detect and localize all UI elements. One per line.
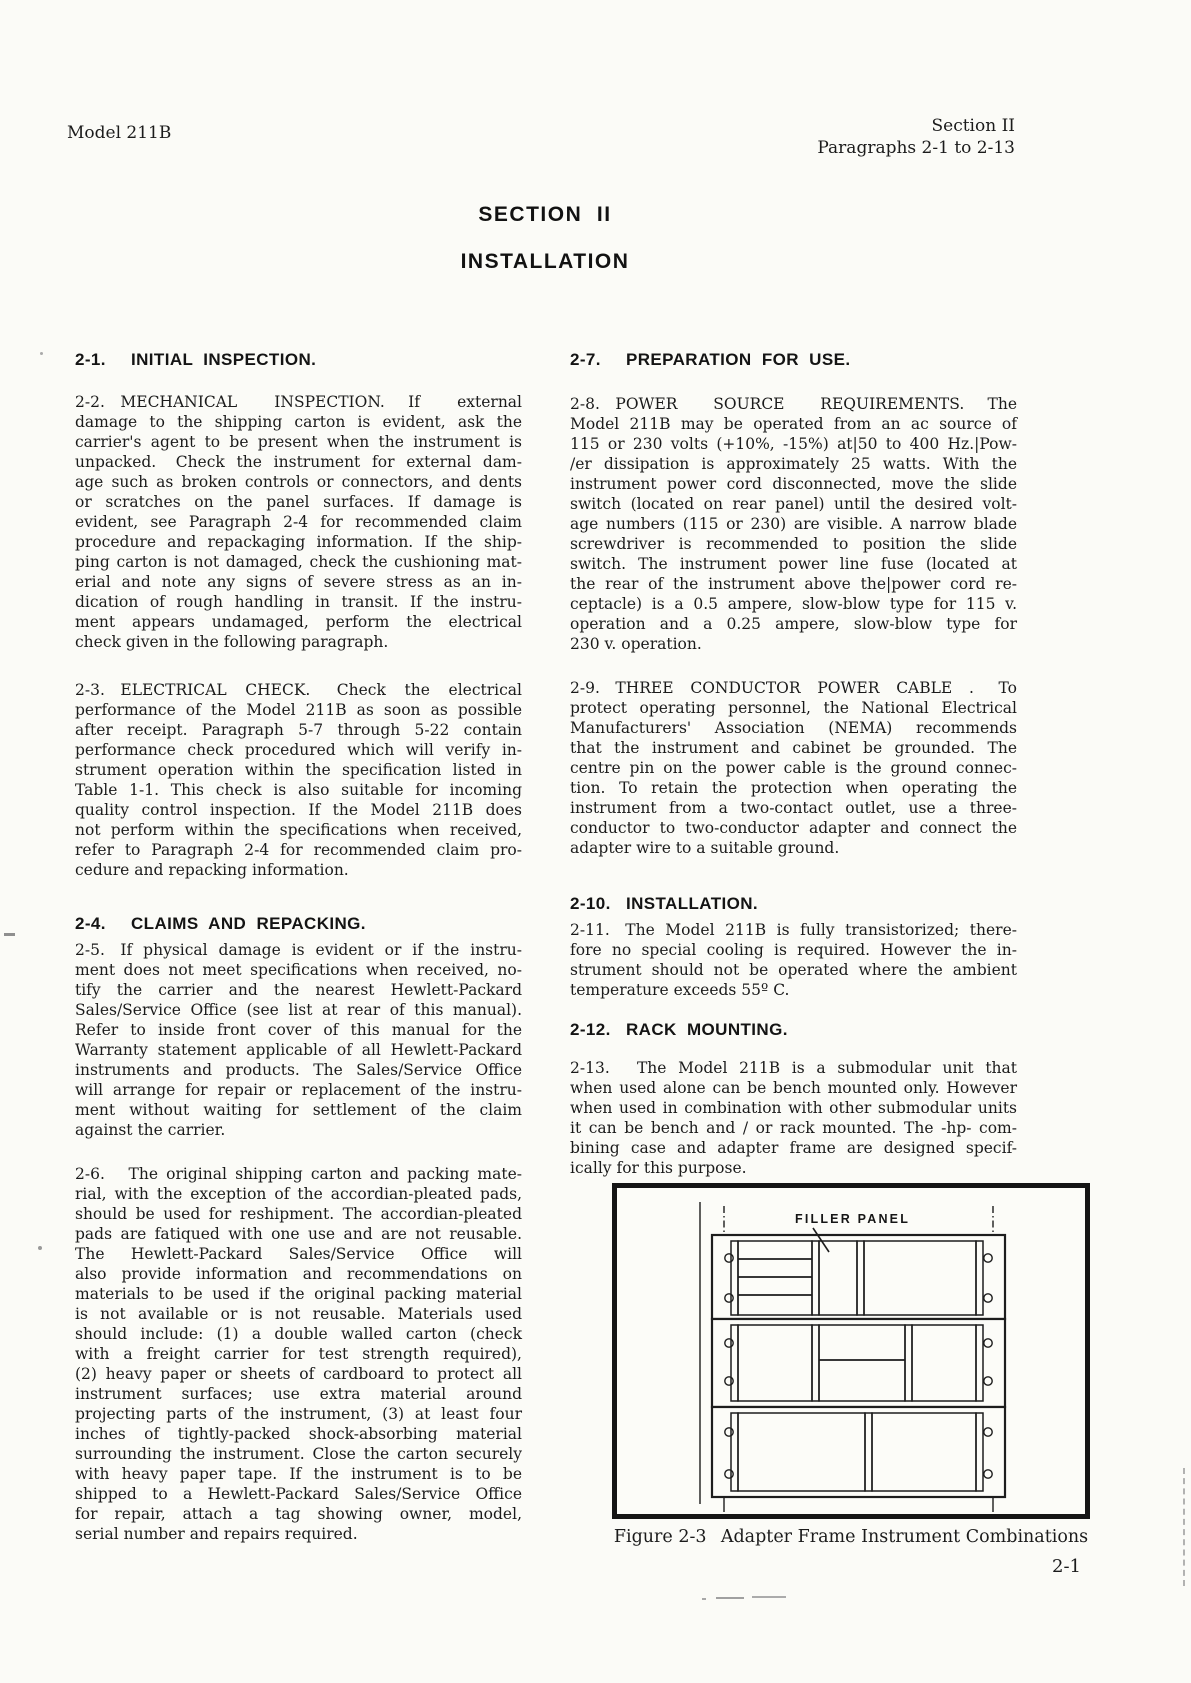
text-line: performance of the Model 211B as soon as possible [75,701,522,719]
text-line: 2-9. THREE CONDUCTOR POWER CABLE . To [570,679,1017,697]
text-line: also provide information and recommendations on [75,1265,522,1283]
text-line: Refer to inside front cover of this manual for the [75,1021,522,1039]
rack-row-3 [712,1407,1005,1497]
text-line: ment does not meet specifications when received, no- [75,961,522,979]
text-line: performance check procedured which will verify in- [75,741,522,759]
heading-2-12 [570,1020,788,1040]
scan-artifact-dash [4,933,15,936]
paragraph-2-2 [75,392,522,652]
text-line: 2-11. The Model 211B is fully transistorized; there- [570,921,1017,939]
rack-row-1 [712,1235,1005,1319]
text-line: 2-3. ELECTRICAL CHECK. Check the electrical [75,681,522,699]
text-line: protect operating personnel, the National Electrical [570,699,1017,717]
text-line: after receipt. Paragraph 5-7 through 5-22 contain [75,721,522,739]
text-line: ment without waiting for settlement of the claim [75,1101,522,1119]
paragraph-2-6 [75,1164,522,1544]
text-line: adapter wire to a suitable ground. [570,839,840,857]
header-section: Section II [931,116,1015,136]
text-line: against the carrier. [75,1121,226,1139]
text-line: Sales/Service Office (see list at rear of this manual). [75,1001,522,1019]
paragraph-2-5 [75,940,522,1140]
text-line: 2-8. POWER SOURCE REQUIREMENTS. The [570,395,1017,413]
heading-title: PREPARATION FOR USE. [626,350,851,369]
text-line: temperature exceeds 55º C. [570,981,790,999]
text-line: carrier's agent to be present when the instrument is [75,433,522,451]
text-line: instrument from a two-contact outlet, use a three- [570,799,1017,817]
paragraph-2-11 [570,920,1017,1000]
text-line: tify the carrier and the nearest Hewlett-Packard [75,981,522,999]
rack-row-2 [712,1319,1005,1407]
text-line: the rear of the instrument above the|power cord re- [570,575,1017,593]
text-line: inches of tightly-packed shock-absorbing material [75,1425,522,1443]
text-line: strument operation within the specification listed in [75,761,522,779]
text-line: 2-5. If physical damage is evident or if the instru- [75,941,522,959]
text-line: 230 v. operation. [570,635,702,653]
header-section-info [817,115,1015,159]
heading-title: RACK MOUNTING. [626,1020,788,1039]
text-line: quality control inspection. If the Model 211B does [75,801,522,819]
text-line: instrument power cord disconnected, move the slide [570,475,1017,493]
text-line: ping carton is not damaged, check the cushioning mat- [75,553,522,571]
text-line: will arrange for repair or replacement of the instru- [75,1081,522,1099]
text-line: serial number and repairs required. [75,1525,358,1543]
text-line: materials to be used if the original packing material [75,1285,522,1303]
figure-caption: Figure 2-3 Adapter Frame Instrument Combinations [613,1527,1089,1547]
heading-title: INSTALLATION. [626,894,759,913]
text-line: evident, see Paragraph 2-4 for recommended claim [75,513,522,531]
text-line: refer to Paragraph 2-4 for recommended claim pro- [75,841,522,859]
text-line: instruments and products. The Sales/Service Office [75,1061,522,1079]
text-line: should be used for reshipment. The accordian-pleated [75,1205,522,1223]
scan-artifact-dot [38,1246,42,1250]
text-line: it can be bench and / or rack mounted. The -hp- com- [570,1119,1017,1137]
section-title: SECTION II [478,203,612,226]
text-line: tion. To retain the protection when operating the [570,779,1017,797]
text-line: age numbers (115 or 230) are visible. A narrow blade [570,515,1017,533]
text-line: that the instrument and cabinet be grounded. The [570,739,1017,757]
text-line: unpacked. Check the instrument for external dam- [75,453,522,471]
paragraph-2-3 [75,680,522,880]
heading-number: 2-1. [75,350,106,369]
text-line: 2-13. The Model 211B is a submodular unit that [570,1059,1017,1077]
text-line: ceptacle) is a 0.5 ampere, slow-blow type for 115 v. [570,595,1017,613]
heading-number: 2-12. [570,1020,611,1039]
text-line: Manufacturers' Association (NEMA) recommends [570,719,1017,737]
heading-number: 2-4. [75,914,106,933]
text-line: fore no special cooling is required. However the in- [570,941,1017,959]
text-line: projecting parts of the instrument, (3) at least four [75,1405,522,1423]
heading-2-7 [570,350,850,370]
text-line: with a freight carrier for test strength required), [75,1345,522,1363]
text-line: is not available or is not reusable. Materials used [75,1305,522,1323]
text-line: or scratches on the panel surfaces. If damage is [75,493,522,511]
text-line: 115 or 230 volts (+10%, -15%) at|50 to 400 Hz.|Pow- [570,435,1017,453]
text-line: 2-6. The original shipping carton and packing mate- [75,1165,522,1183]
text-line: check given in the following paragraph. [75,633,389,651]
text-line: damage to the shipping carton is evident, ask the [75,413,522,431]
text-line: screwdriver is recommended to position the slide [570,535,1017,553]
heading-2-4 [75,914,366,934]
header-model-number: Model 211B [67,123,172,143]
text-line: should include: (1) a double walled carton (check [75,1325,522,1343]
text-line: pads are fatiqued with one use and are not reusable. [75,1225,522,1243]
adapter-frame-drawing [617,1188,1085,1514]
text-line: when used in combination with other submodular units [570,1099,1017,1117]
text-line: cedure and repacking information. [75,861,349,879]
text-line: 2-2. MECHANICAL INSPECTION. If external [75,393,522,411]
text-line: switch. The instrument power line fuse (located at [570,555,1017,573]
heading-2-10 [570,894,758,914]
filler-panel-label: FILLER PANEL [795,1212,911,1226]
text-line: for repair, attach a tag showing owner, model, [75,1505,522,1523]
scan-artifact-smudge [716,1597,744,1599]
page-number: 2-1 [1052,1556,1081,1577]
text-line: /er dissipation is approximately 25 watts. With the [570,455,1017,473]
heading-title: CLAIMS AND REPACKING. [131,914,366,933]
text-line: The Hewlett-Packard Sales/Service Office will [75,1245,522,1263]
heading-number: 2-10. [570,894,611,913]
text-line: not perform within the specifications when received, [75,821,522,839]
text-line: instrument surfaces; use extra material around [75,1385,522,1403]
text-line: Warranty statement applicable of all Hewlett-Packard [75,1041,522,1059]
paragraph-2-13 [570,1058,1017,1178]
header-paragraph-range: Paragraphs 2-1 to 2-13 [817,138,1015,158]
heading-title: INITIAL INSPECTION. [131,350,317,369]
text-line: rial, with the exception of the accordian-pleated pads, [75,1185,522,1203]
scan-artifact-smudge [702,1598,706,1600]
text-line: centre pin on the power cable is the ground connec- [570,759,1017,777]
figure-2-3-frame [612,1183,1090,1519]
text-line: operation and a 0.25 ampere, slow-blow type for [570,615,1017,633]
paragraph-2-8 [570,394,1017,654]
text-line: surrounding the instrument. Close the carton securely [75,1445,522,1463]
text-line: shipped to a Hewlett-Packard Sales/Service Office [75,1485,522,1503]
heading-number: 2-7. [570,350,601,369]
text-line: dication of rough handling in transit. If the instru- [75,593,522,611]
text-line: when used alone can be bench mounted only. However [570,1079,1017,1097]
text-line: ment appears undamaged, perform the electrical [75,613,522,631]
text-line: bining case and adapter frame are designed specif- [570,1139,1017,1157]
text-line: switch (located on rear panel) until the desired volt- [570,495,1017,513]
section-subtitle: INSTALLATION [460,250,630,273]
text-line: age such as broken controls or connectors, and dents [75,473,522,491]
scan-artifact-edge-marks [1183,1468,1185,1586]
text-line: erial and note any signs of severe stress as an in- [75,573,522,591]
text-line: conductor to two-conductor adapter and connect the [570,819,1017,837]
paragraph-2-9 [570,678,1017,858]
heading-2-1 [75,350,316,370]
scan-artifact-smudge [752,1596,786,1598]
text-line: procedure and repackaging information. If the ship- [75,533,522,551]
text-line: strument should not be operated where the ambient [570,961,1017,979]
text-line: ically for this purpose. [570,1159,747,1177]
text-line: Table 1-1. This check is also suitable for incoming [75,781,522,799]
text-line: with heavy paper tape. If the instrument is to be [75,1465,522,1483]
text-line: (2) heavy paper or sheets of cardboard to protect all [75,1365,522,1383]
text-line: Model 211B may be operated from an ac source of [570,415,1017,433]
scan-artifact-dot [40,352,43,355]
